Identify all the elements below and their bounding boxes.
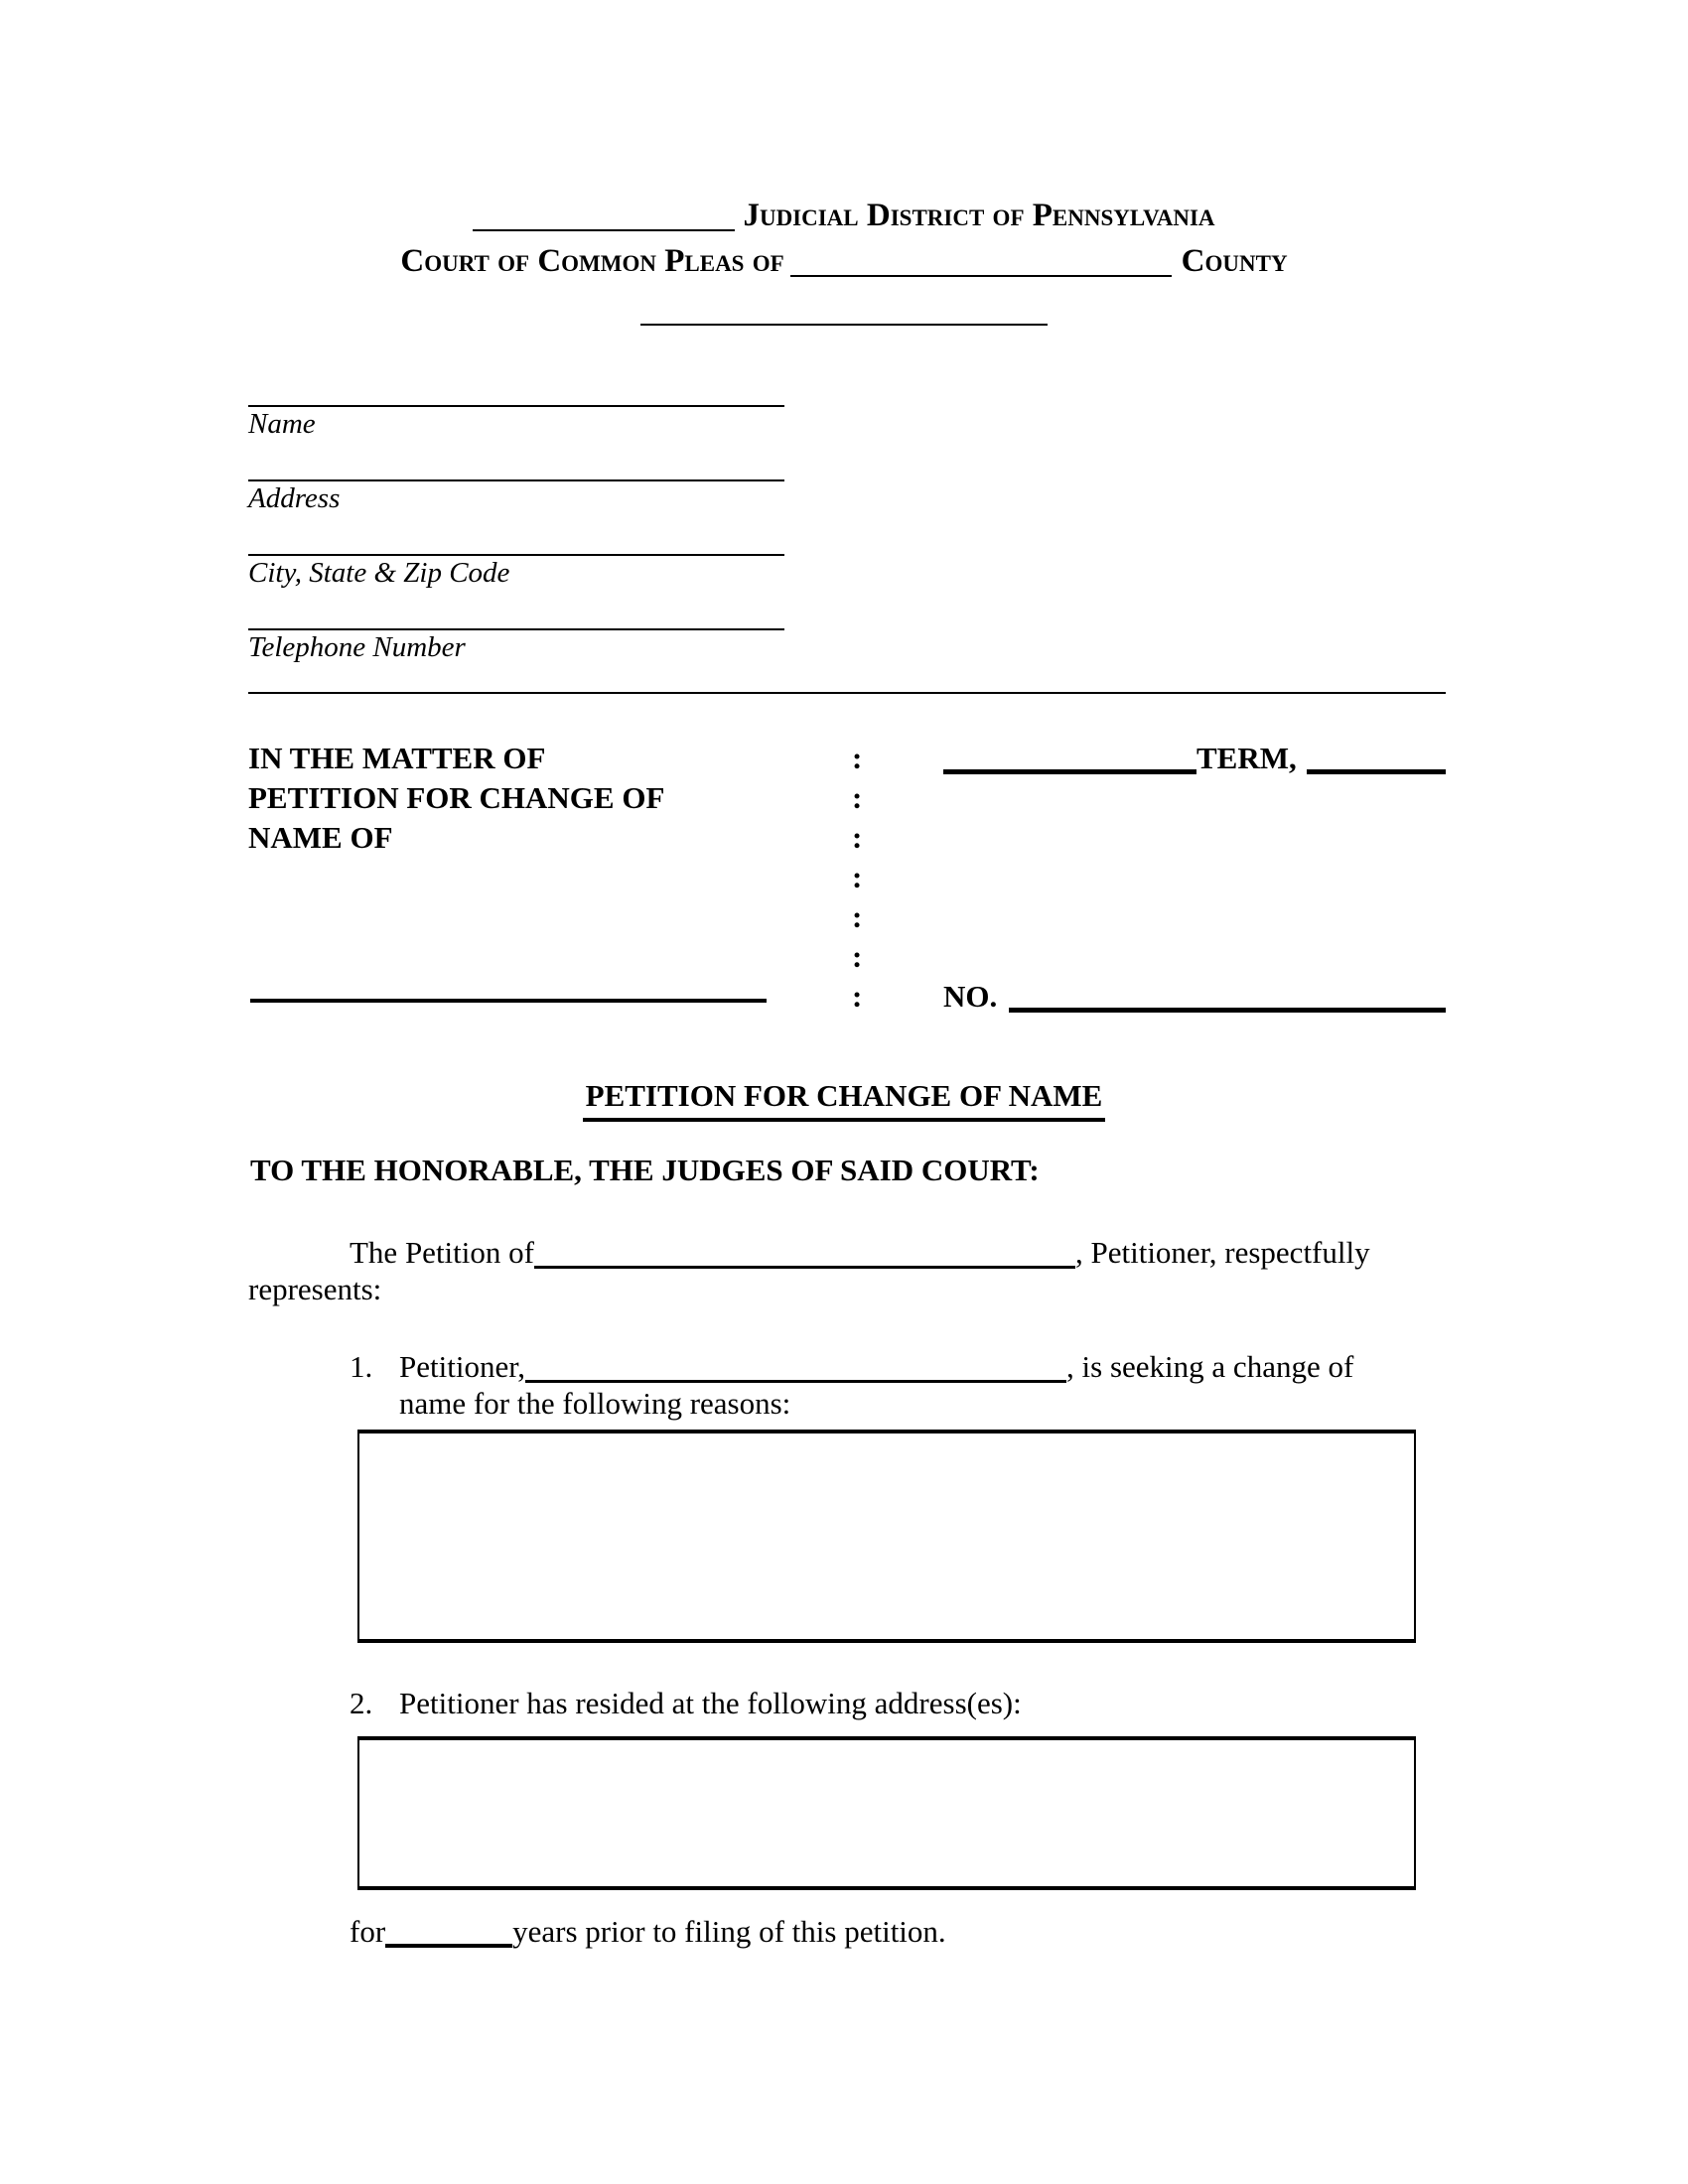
item-1 [350, 1348, 1501, 1422]
caption-colon: : [852, 860, 863, 894]
name-field [248, 369, 784, 441]
address-label: Address [248, 482, 341, 514]
salutation: TO THE HONORABLE, THE JUDGES OF SAID COURT: [250, 1153, 1040, 1187]
item-2-line1 [350, 1685, 1501, 1721]
item-2-number: 2. [350, 1686, 373, 1720]
matter-block [248, 739, 664, 858]
docket-number-blank[interactable] [1009, 977, 1446, 1013]
city-state-zip-field [248, 518, 784, 590]
item-2-text: Petitioner has resided at the following address(es): [399, 1686, 1022, 1720]
telephone-blank[interactable] [248, 593, 784, 630]
duration-lead-text: for [350, 1914, 386, 1949]
contact-block [248, 369, 784, 667]
years-blank[interactable] [385, 1913, 512, 1948]
county-name-blank[interactable] [790, 242, 1172, 277]
common-pleas-line [0, 238, 1688, 284]
judicial-district-text: Judicial District of Pennsylvania [743, 198, 1215, 233]
petition-of-name-blank[interactable] [534, 1235, 1075, 1269]
intro-lead-text: The Petition of [350, 1235, 534, 1270]
judicial-district-number-blank[interactable] [473, 197, 735, 231]
item-1-lead-text: Petitioner, [399, 1349, 526, 1384]
intro-paragraph [248, 1234, 1460, 1307]
caption-colon: : [852, 939, 863, 974]
intro-line2: represents: [248, 1272, 382, 1306]
term-month-blank[interactable] [943, 739, 1196, 774]
intro-line1 [248, 1234, 1460, 1271]
term-year-blank[interactable] [1307, 739, 1446, 774]
county-text: County [1181, 243, 1288, 279]
caption-separator-column [852, 739, 862, 1017]
item-1-line1 [350, 1348, 1501, 1385]
address-field [248, 444, 784, 515]
division-blank[interactable] [640, 298, 1048, 326]
caption-colon: : [852, 780, 863, 815]
city-state-zip-blank[interactable] [248, 518, 784, 556]
docket-number-row [943, 977, 1446, 1017]
judicial-district-line [0, 193, 1688, 238]
matter-line: NAME OF [248, 820, 393, 855]
matter-line: IN THE MATTER OF [248, 741, 546, 775]
term-row [943, 739, 1446, 778]
matter-line: PETITION FOR CHANGE OF [248, 780, 665, 815]
court-header [0, 193, 1688, 284]
name-label: Name [248, 408, 316, 440]
duration-line [350, 1913, 946, 1950]
item-1-petitioner-name-blank[interactable] [525, 1349, 1066, 1383]
item-1-line2: name for the following reasons: [399, 1386, 791, 1421]
common-pleas-text: Court of Common Pleas of [400, 243, 784, 279]
telephone-label: Telephone Number [248, 631, 466, 663]
intro-after-text: , Petitioner, respectfully [1074, 1235, 1370, 1270]
case-caption [0, 739, 1688, 1026]
caption-colon: : [852, 979, 863, 1014]
addresses-box[interactable] [357, 1736, 1416, 1890]
duration-after-text: years prior to filing of this petition. [512, 1914, 946, 1949]
item-2 [350, 1685, 1501, 1721]
caption-colon: : [852, 741, 863, 775]
docket-number-label: NO. [943, 979, 998, 1014]
section-divider [248, 692, 1446, 694]
term-label: TERM, [1196, 741, 1297, 775]
telephone-field [248, 593, 784, 664]
item-1-after-text: , is seeking a change of [1066, 1349, 1354, 1384]
name-blank[interactable] [248, 369, 784, 407]
caption-colon: : [852, 820, 863, 855]
item-1-number: 1. [350, 1349, 373, 1384]
document-title: PETITION FOR CHANGE OF NAME [583, 1078, 1106, 1122]
reasons-box[interactable] [357, 1430, 1416, 1643]
document-title-row [0, 1078, 1688, 1122]
caption-colon: : [852, 899, 863, 934]
petitioner-name-blank[interactable] [250, 973, 767, 1003]
city-state-zip-label: City, State & Zip Code [248, 557, 510, 589]
address-blank[interactable] [248, 444, 784, 481]
